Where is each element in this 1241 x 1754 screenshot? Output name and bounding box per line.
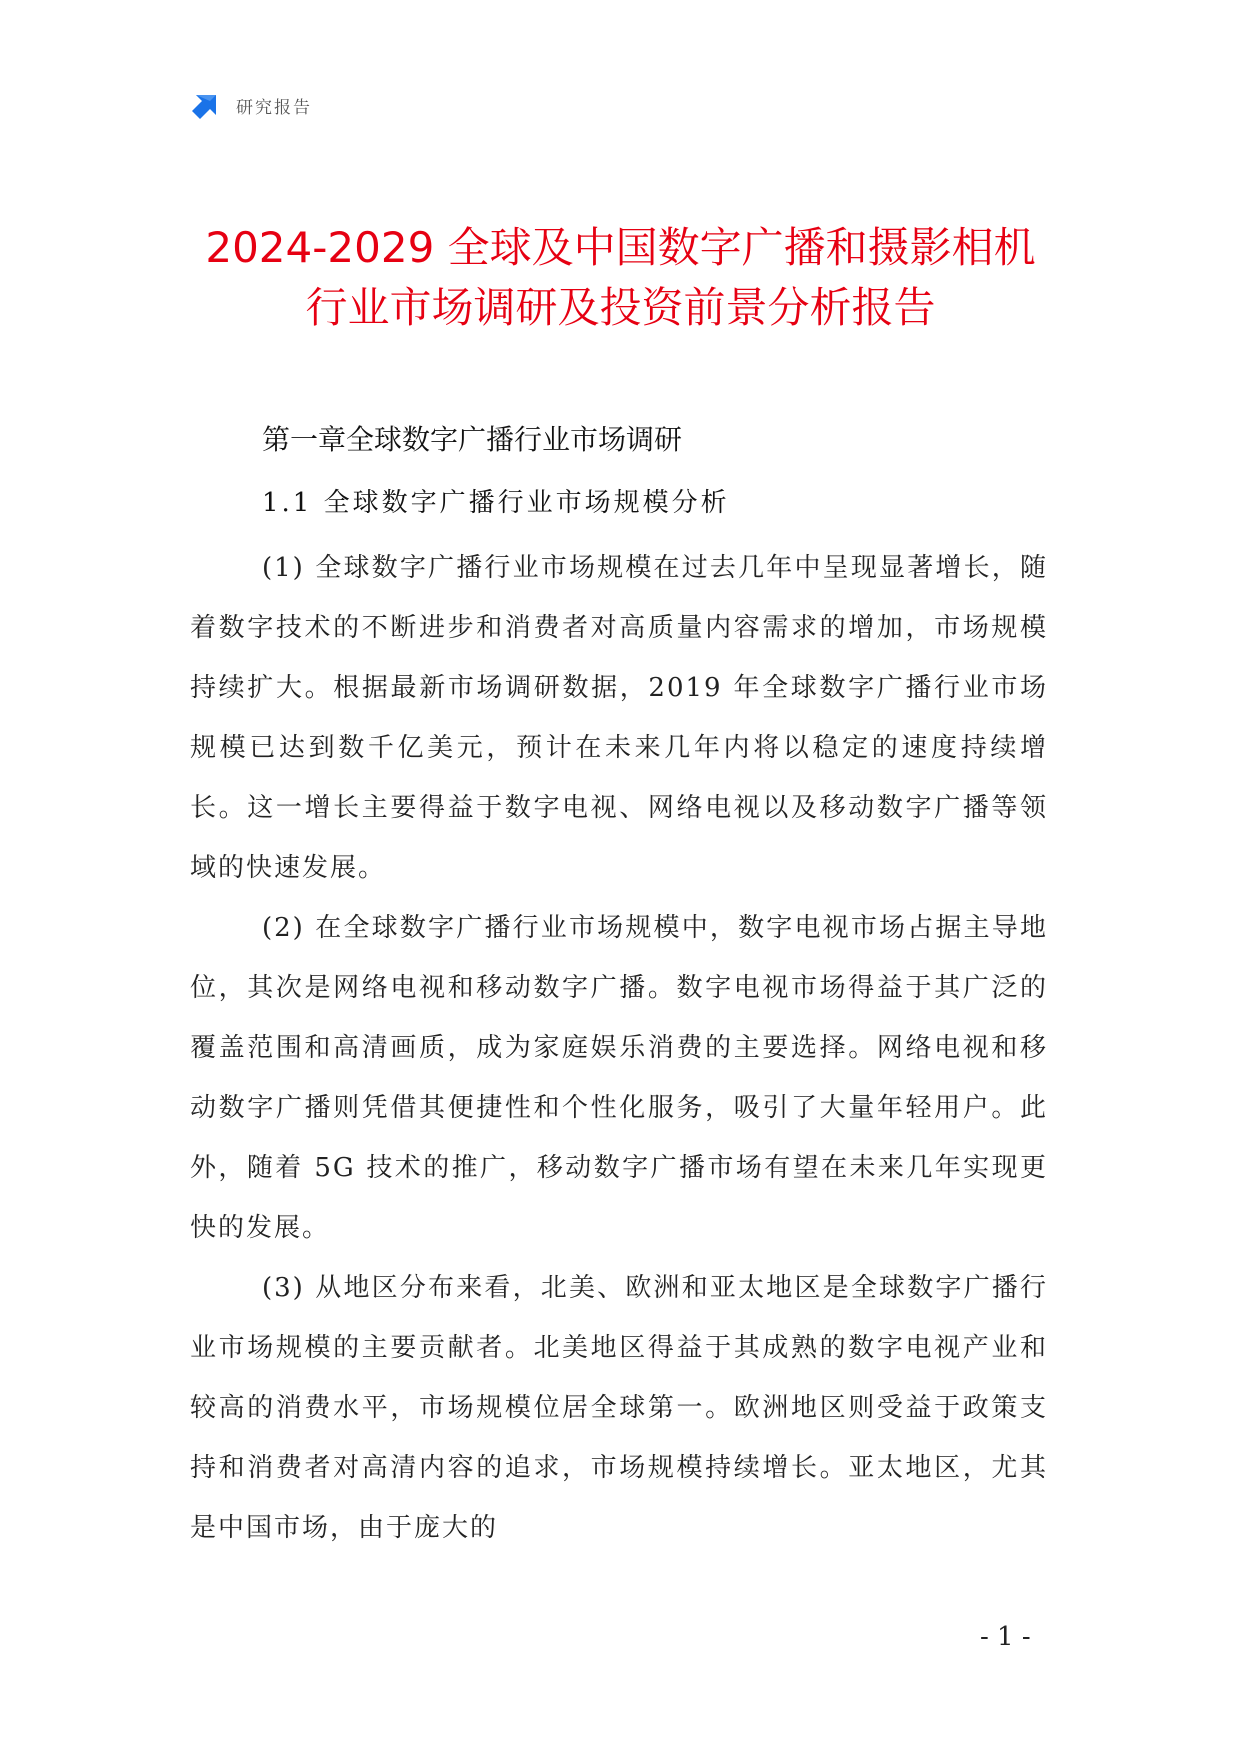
header-label: 研究报告 — [236, 97, 312, 118]
paragraph-3: (3) 从地区分布来看，北美、欧洲和亚太地区是全球数字广播行业市场规模的主要贡献者。北美地区得益于其成熟的数字电视产业和较高的消费水平，市场规模位居全球第一。欧洲地区则受益于政策支持和消费者对高清内容的追求，市场规模持续增长。亚太地区，尤其是中国市场，由于庞大的 — [190, 1273, 1048, 1543]
chapter-heading: 第一章全球数字广播行业市场调研 — [262, 423, 683, 456]
document-title — [100, 218, 1141, 338]
paragraph-2: (2) 在全球数字广播行业市场规模中，数字电视市场占据主导地位，其次是网络电视和移动数字广播。数字电视市场得益于其广泛的覆盖范围和高清画质，成为家庭娱乐消费的主要选择。网络电视和移动数字广播则凭借其便捷性和个性化服务，吸引了大量年轻用户。此外，随着 5G 技术的推广，移动数字广播市场有望在未来几年实现更快的发展。 — [190, 913, 1048, 1243]
section-heading: 1.1 全球数字广播行业市场规模分析 — [262, 488, 730, 518]
report-header — [190, 88, 312, 122]
title-line-1: 2024-2029 全球及中国数字广播和摄影相机 — [205, 223, 1036, 272]
paragraph-1: (1) 全球数字广播行业市场规模在过去几年中呈现显著增长，随着数字技术的不断进步和消费者对高质量内容需求的增加，市场规模持续扩大。根据最新市场调研数据，2019 年全球数字广播行业市场规模已达到数千亿美元，预计在未来几年内将以稳定的速度持续增长。这一增长主要得益于数字电视、网络电视以及移动数字广播等领域的快速发展。 — [190, 553, 1048, 883]
page-number: - 1 - — [980, 1622, 1031, 1652]
title-line-2: 行业市场调研及投资前景分析报告 — [305, 283, 936, 332]
body-text — [190, 538, 1048, 1558]
arrow-up-right-icon — [190, 89, 222, 121]
